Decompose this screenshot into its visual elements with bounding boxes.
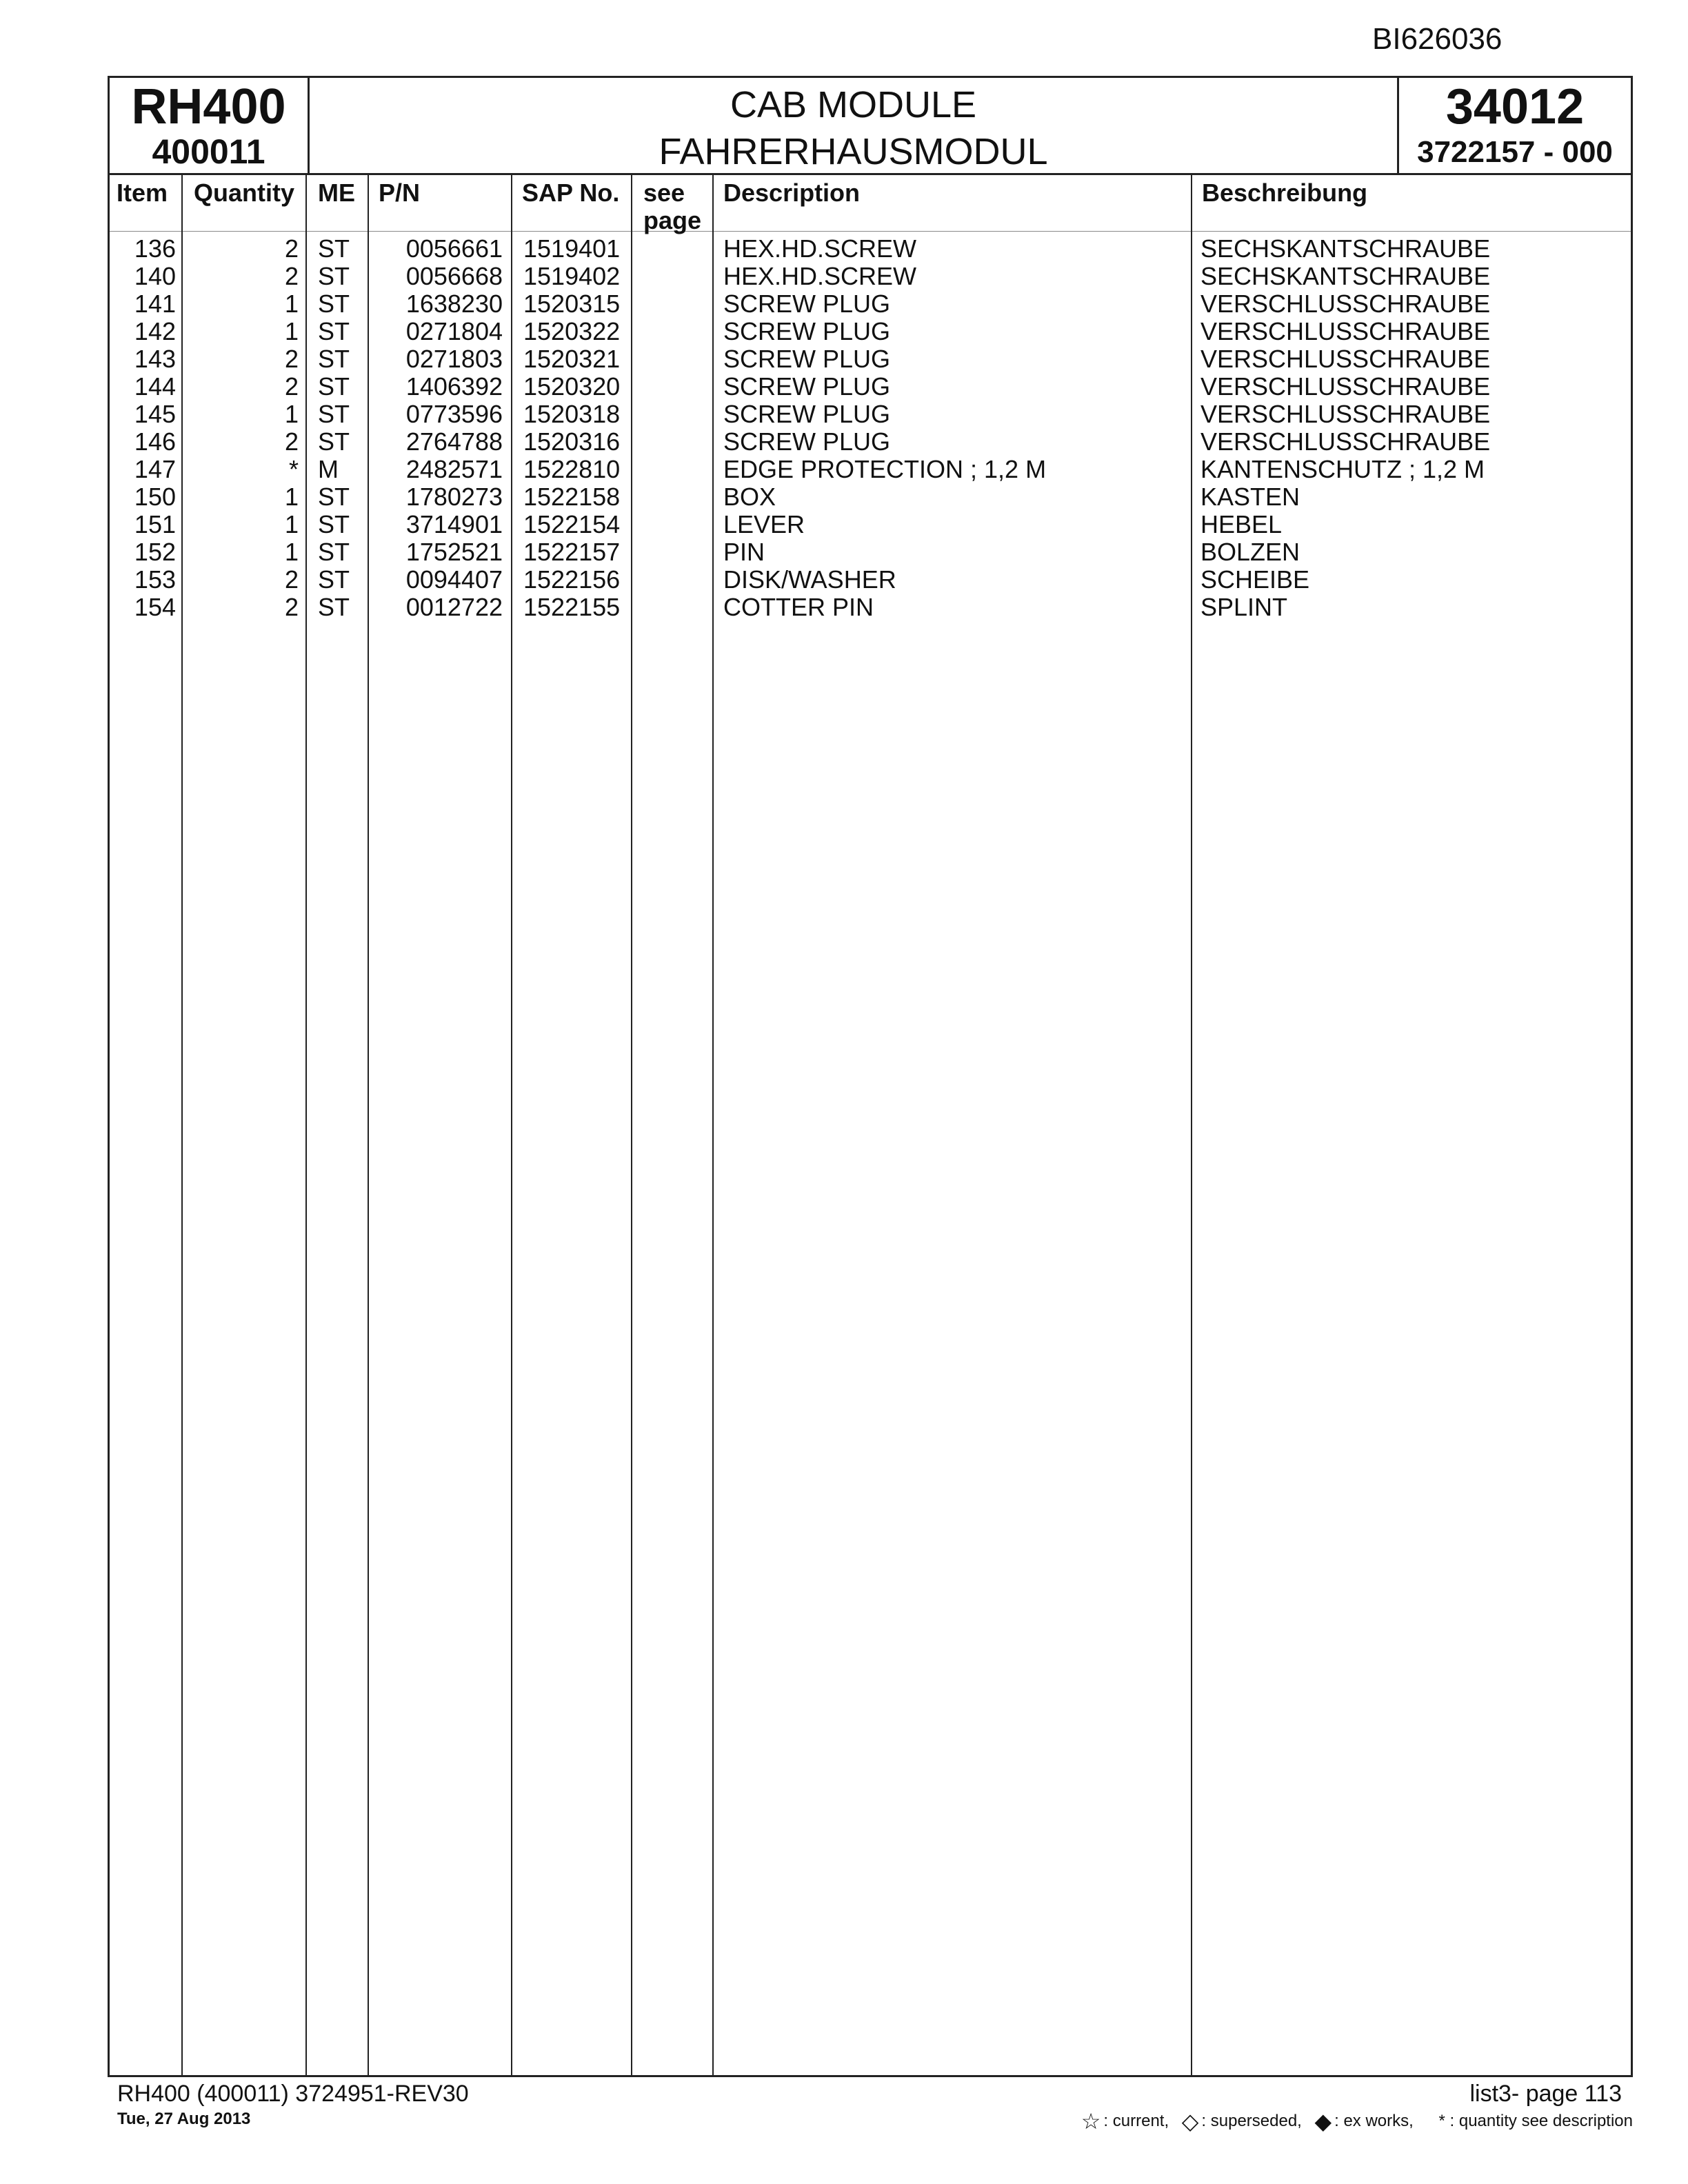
cell-part-number: 0056661 bbox=[405, 234, 503, 263]
table-row bbox=[110, 373, 1631, 401]
title-german: FAHRERHAUSMODUL bbox=[659, 131, 1048, 172]
cell-item: 151 bbox=[134, 510, 176, 538]
cell-description: SCREW PLUG bbox=[723, 290, 891, 318]
col-see-page bbox=[643, 179, 701, 234]
cell-description: BOX bbox=[723, 483, 776, 511]
footer-page-number: list3- page 113 bbox=[1469, 2081, 1622, 2107]
cell-item: 146 bbox=[134, 427, 176, 456]
table-row bbox=[110, 566, 1631, 594]
table-row bbox=[110, 483, 1631, 511]
cell-beschreibung: SCHEIBE bbox=[1200, 565, 1310, 594]
cell-beschreibung: VERSCHLUSSCHRAUBE bbox=[1200, 372, 1491, 401]
cell-description: COTTER PIN bbox=[723, 593, 874, 621]
title-english: CAB MODULE bbox=[730, 84, 977, 125]
table-row bbox=[110, 456, 1631, 483]
cell-item: 152 bbox=[134, 538, 176, 566]
legend-current: : current, bbox=[1103, 2112, 1169, 2130]
serial-number: 400011 bbox=[152, 132, 265, 171]
star-outline-icon: ☆ bbox=[1081, 2109, 1101, 2134]
cell-part-number: 2482571 bbox=[405, 455, 503, 483]
cell-sap-number: 1522157 bbox=[523, 538, 621, 566]
cell-item: 153 bbox=[134, 565, 176, 594]
cell-quantity: 1 bbox=[284, 510, 299, 538]
cell-part-number: 0271804 bbox=[405, 317, 503, 345]
cell-quantity: 2 bbox=[284, 345, 299, 373]
parts-table-body bbox=[110, 235, 1631, 621]
cell-sap-number: 1519401 bbox=[523, 234, 621, 263]
cell-item: 147 bbox=[134, 455, 176, 483]
cell-part-number: 1752521 bbox=[405, 538, 503, 566]
cell-me: ST bbox=[318, 372, 350, 401]
cell-item: 142 bbox=[134, 317, 176, 345]
model-name: RH400 bbox=[131, 79, 286, 134]
legend-ex-works: : ex works, bbox=[1334, 2112, 1414, 2130]
table-row bbox=[110, 594, 1631, 621]
footer-date: Tue, 27 Aug 2013 bbox=[117, 2110, 251, 2128]
cell-me: ST bbox=[318, 345, 350, 373]
table-row bbox=[110, 538, 1631, 566]
document-number: 3722157 - 000 bbox=[1417, 135, 1613, 169]
legend-superseded: : superseded, bbox=[1201, 2112, 1302, 2130]
col-pn: P/N bbox=[379, 179, 421, 207]
cell-me: ST bbox=[318, 565, 350, 594]
cell-sap-number: 1520322 bbox=[523, 317, 621, 345]
cell-me: ST bbox=[318, 593, 350, 621]
cell-part-number: 1780273 bbox=[405, 483, 503, 511]
diamond-outline-icon: ◇ bbox=[1181, 2109, 1199, 2134]
cell-description: HEX.HD.SCREW bbox=[723, 262, 917, 290]
cell-quantity: 2 bbox=[284, 372, 299, 401]
cell-item: 145 bbox=[134, 400, 176, 428]
cell-me: ST bbox=[318, 262, 350, 290]
cell-item: 140 bbox=[134, 262, 176, 290]
cell-me: ST bbox=[318, 317, 350, 345]
cell-beschreibung: SECHSKANTSCHRAUBE bbox=[1200, 262, 1491, 290]
cell-me: ST bbox=[318, 483, 350, 511]
cell-part-number: 1406392 bbox=[405, 372, 503, 401]
cell-description: SCREW PLUG bbox=[723, 345, 891, 373]
cell-me: ST bbox=[318, 510, 350, 538]
cell-description: SCREW PLUG bbox=[723, 317, 891, 345]
cell-sap-number: 1522810 bbox=[523, 455, 621, 483]
cell-me: ST bbox=[318, 290, 350, 318]
cell-me: ST bbox=[318, 234, 350, 263]
col-sap: SAP No. bbox=[522, 179, 620, 207]
cell-sap-number: 1522156 bbox=[523, 565, 621, 594]
col-me: ME bbox=[318, 179, 355, 207]
cell-description: EDGE PROTECTION ; 1,2 M bbox=[723, 455, 1047, 483]
cell-quantity: 1 bbox=[284, 483, 299, 511]
cell-quantity: 2 bbox=[284, 565, 299, 594]
cell-beschreibung: VERSCHLUSSCHRAUBE bbox=[1200, 317, 1491, 345]
col-description: Description bbox=[723, 179, 861, 207]
col-page-label: page bbox=[643, 206, 702, 234]
cell-quantity: 1 bbox=[284, 400, 299, 428]
cell-quantity: 2 bbox=[284, 593, 299, 621]
cell-part-number: 1638230 bbox=[405, 290, 503, 318]
cell-sap-number: 1522155 bbox=[523, 593, 621, 621]
cell-beschreibung: VERSCHLUSSCHRAUBE bbox=[1200, 427, 1491, 456]
cell-description: HEX.HD.SCREW bbox=[723, 234, 917, 263]
cell-quantity: 1 bbox=[284, 538, 299, 566]
cell-part-number: 0012722 bbox=[405, 593, 503, 621]
cell-description: DISK/WASHER bbox=[723, 565, 896, 594]
cell-quantity: 2 bbox=[284, 427, 299, 456]
cell-beschreibung: KANTENSCHUTZ ; 1,2 M bbox=[1200, 455, 1485, 483]
cell-sap-number: 1520321 bbox=[523, 345, 621, 373]
header-group-cell bbox=[1399, 78, 1631, 173]
cell-beschreibung: HEBEL bbox=[1200, 510, 1283, 538]
symbol-legend bbox=[1081, 2108, 1633, 2134]
legend-quantity: * : quantity see description bbox=[1438, 2112, 1633, 2130]
cell-description: SCREW PLUG bbox=[723, 427, 891, 456]
table-row bbox=[110, 263, 1631, 290]
cell-item: 144 bbox=[134, 372, 176, 401]
header-title-cell bbox=[310, 78, 1399, 173]
cell-description: SCREW PLUG bbox=[723, 372, 891, 401]
cell-sap-number: 1522158 bbox=[523, 483, 621, 511]
cell-beschreibung: VERSCHLUSSCHRAUBE bbox=[1200, 290, 1491, 318]
cell-quantity: 1 bbox=[284, 290, 299, 318]
table-row bbox=[110, 318, 1631, 345]
header-block bbox=[110, 78, 1631, 175]
cell-beschreibung: SPLINT bbox=[1200, 593, 1288, 621]
cell-sap-number: 1519402 bbox=[523, 262, 621, 290]
cell-me: ST bbox=[318, 427, 350, 456]
cell-item: 136 bbox=[134, 234, 176, 263]
cell-quantity: 2 bbox=[284, 234, 299, 263]
col-see-label: see bbox=[643, 179, 685, 207]
cell-sap-number: 1522154 bbox=[523, 510, 621, 538]
cell-beschreibung: VERSCHLUSSCHRAUBE bbox=[1200, 400, 1491, 428]
col-item: Item bbox=[117, 179, 168, 207]
cell-part-number: 2764788 bbox=[405, 427, 503, 456]
cell-sap-number: 1520320 bbox=[523, 372, 621, 401]
group-number: 34012 bbox=[1445, 79, 1585, 134]
cell-part-number: 0773596 bbox=[405, 400, 503, 428]
table-row bbox=[110, 290, 1631, 318]
cell-beschreibung: SECHSKANTSCHRAUBE bbox=[1200, 234, 1491, 263]
col-beschreibung: Beschreibung bbox=[1202, 179, 1368, 207]
table-row bbox=[110, 345, 1631, 373]
cell-part-number: 0094407 bbox=[405, 565, 503, 594]
parts-list-frame bbox=[108, 76, 1633, 2077]
cell-description: SCREW PLUG bbox=[723, 400, 891, 428]
cell-item: 143 bbox=[134, 345, 176, 373]
cell-beschreibung: VERSCHLUSSCHRAUBE bbox=[1200, 345, 1491, 373]
cell-me: ST bbox=[318, 400, 350, 428]
table-row bbox=[110, 235, 1631, 263]
cell-part-number: 0271803 bbox=[405, 345, 503, 373]
cell-beschreibung: BOLZEN bbox=[1200, 538, 1300, 566]
cell-quantity: 2 bbox=[284, 262, 299, 290]
diamond-filled-icon: ◆ bbox=[1314, 2109, 1332, 2134]
footer-document-ref: RH400 (400011) 3724951-REV30 bbox=[117, 2081, 469, 2107]
cell-sap-number: 1520315 bbox=[523, 290, 621, 318]
cell-item: 150 bbox=[134, 483, 176, 511]
cell-sap-number: 1520318 bbox=[523, 400, 621, 428]
table-row bbox=[110, 428, 1631, 456]
table-row bbox=[110, 401, 1631, 428]
table-row bbox=[110, 511, 1631, 538]
document-id: BI626036 bbox=[1372, 22, 1503, 56]
cell-sap-number: 1520316 bbox=[523, 427, 621, 456]
cell-quantity: * bbox=[288, 455, 299, 483]
cell-item: 141 bbox=[134, 290, 176, 318]
column-header-row bbox=[110, 175, 1631, 232]
cell-part-number: 0056668 bbox=[405, 262, 503, 290]
cell-description: PIN bbox=[723, 538, 765, 566]
cell-item: 154 bbox=[134, 593, 176, 621]
cell-part-number: 3714901 bbox=[405, 510, 503, 538]
cell-me: ST bbox=[318, 538, 350, 566]
cell-quantity: 1 bbox=[284, 317, 299, 345]
header-model-cell bbox=[110, 78, 310, 173]
col-quantity: Quantity bbox=[194, 179, 295, 207]
cell-beschreibung: KASTEN bbox=[1200, 483, 1300, 511]
cell-description: LEVER bbox=[723, 510, 805, 538]
cell-me: M bbox=[318, 455, 339, 483]
